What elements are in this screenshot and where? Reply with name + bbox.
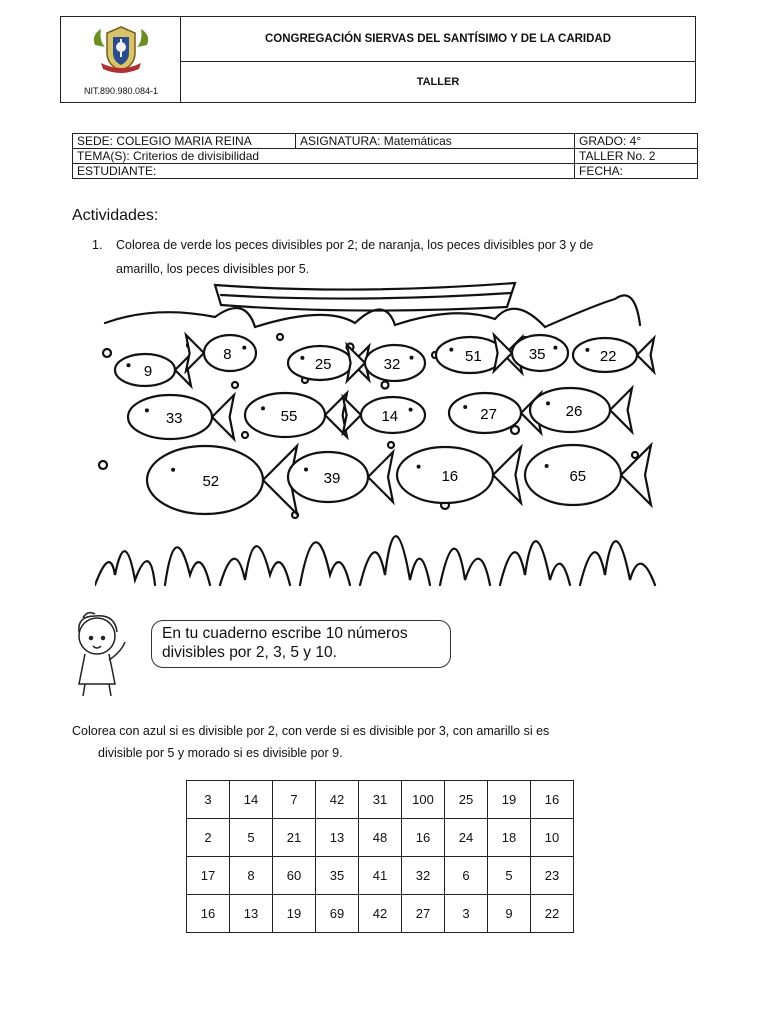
grid-cell[interactable]: 35	[316, 857, 359, 895]
sede-cell: SEDE: COLEGIO MARIA REINA	[73, 134, 296, 149]
bubble-shape	[242, 432, 248, 438]
info-table	[72, 133, 698, 179]
fish-number: 65	[569, 468, 587, 485]
seaweed-shape	[95, 536, 655, 585]
fish-shape[interactable]	[347, 345, 425, 381]
grid-cell[interactable]: 13	[316, 819, 359, 857]
grid-cell[interactable]: 9	[488, 895, 531, 933]
document-header	[60, 16, 696, 103]
asignatura-cell: ASIGNATURA: Matemáticas	[296, 134, 575, 149]
fish-shape[interactable]	[494, 335, 568, 371]
bubble-shape	[388, 442, 394, 448]
grid-cell[interactable]: 19	[488, 781, 531, 819]
grid-cell[interactable]: 16	[187, 895, 230, 933]
activities-title: Actividades:	[72, 207, 159, 224]
bubble-shape	[632, 452, 638, 458]
grid-cell[interactable]: 42	[359, 895, 402, 933]
grid-cell[interactable]: 7	[273, 781, 316, 819]
bubble-shape	[103, 349, 111, 357]
grid-cell[interactable]: 24	[445, 819, 488, 857]
grid-cell[interactable]: 27	[402, 895, 445, 933]
grid-cell[interactable]: 5	[488, 857, 531, 895]
bubble-shape	[382, 382, 389, 389]
fish-shape[interactable]	[115, 354, 191, 386]
note-line: En tu cuaderno escribe 10 números	[162, 625, 408, 642]
grid-cell[interactable]: 5	[230, 819, 273, 857]
instruction-1	[92, 233, 692, 281]
grid-cell[interactable]: 16	[531, 781, 574, 819]
grid-cell[interactable]: 19	[273, 895, 316, 933]
girl-character-icon	[65, 610, 145, 700]
grid-cell[interactable]: 41	[359, 857, 402, 895]
fish-shape[interactable]	[128, 395, 234, 439]
fish-number: 25	[314, 356, 332, 373]
note-bubble	[151, 620, 451, 668]
fish-number: 16	[441, 468, 459, 485]
grid-cell[interactable]: 69	[316, 895, 359, 933]
fish-number: 33	[165, 410, 183, 427]
fish-number: 22	[599, 348, 617, 365]
grid-cell[interactable]: 13	[230, 895, 273, 933]
fish-shape[interactable]	[343, 397, 425, 433]
grid-cell[interactable]: 3	[187, 781, 230, 819]
grid-cell[interactable]: 18	[488, 819, 531, 857]
info-row	[73, 134, 698, 149]
grid-row	[187, 895, 574, 933]
grado-cell: GRADO: 4°	[575, 134, 698, 149]
taller-cell: TALLER No. 2	[575, 149, 698, 164]
fish-number: 14	[381, 408, 399, 425]
fish-number: 55	[280, 408, 298, 425]
fish-shape[interactable]	[397, 447, 521, 503]
tema-cell: TEMA(S): Criterios de divisibilidad	[73, 149, 575, 164]
fish-shape[interactable]	[147, 446, 297, 514]
grid-row	[187, 781, 574, 819]
fish-shape[interactable]	[449, 393, 541, 433]
fish-number: 27	[480, 406, 497, 423]
document-type: TALLER	[416, 75, 460, 88]
grid-cell[interactable]: 17	[187, 857, 230, 895]
fish-number: 32	[383, 356, 401, 373]
note-area	[65, 610, 465, 700]
grid-cell[interactable]: 3	[445, 895, 488, 933]
grid-cell[interactable]: 48	[359, 819, 402, 857]
instruction-line: Colorea de verde los peces divisibles por 2; de naranja, los peces divisibles por 3 y de	[116, 238, 594, 252]
fish-number: 9	[143, 363, 153, 380]
grid-cell[interactable]: 8	[230, 857, 273, 895]
grid-cell[interactable]: 31	[359, 781, 402, 819]
fish-shape[interactable]	[186, 335, 256, 371]
fish-shape[interactable]	[288, 452, 393, 502]
instruction-line: Colorea con azul si es divisible por 2, con verde si es divisible por 3, con amarillo si es	[72, 724, 550, 738]
grid-cell[interactable]: 21	[273, 819, 316, 857]
grid-cell[interactable]: 22	[531, 895, 574, 933]
estudiante-cell: ESTUDIANTE:	[73, 164, 575, 179]
info-row	[73, 149, 698, 164]
grid-row	[187, 819, 574, 857]
note-line: divisibles por 2, 3, 5 y 10.	[162, 644, 337, 661]
grid-cell[interactable]: 60	[273, 857, 316, 895]
grid-cell[interactable]: 2	[187, 819, 230, 857]
waves-shape	[105, 295, 640, 327]
bubble-shape	[232, 382, 238, 388]
grid-cell[interactable]: 10	[531, 819, 574, 857]
grid-cell[interactable]: 14	[230, 781, 273, 819]
instruction-number: 1.	[92, 238, 103, 252]
grid-cell[interactable]: 100	[402, 781, 445, 819]
fish-shape[interactable]	[573, 338, 654, 372]
fish-shape[interactable]	[530, 388, 632, 432]
fish-number: 26	[565, 403, 583, 420]
fish-number: 8	[223, 346, 232, 363]
instruction-line: amarillo, los peces divisibles por 5.	[116, 262, 310, 276]
fish-number: 51	[465, 348, 482, 365]
grid-cell[interactable]: 42	[316, 781, 359, 819]
fecha-cell: FECHA:	[575, 164, 698, 179]
grid-row	[187, 857, 574, 895]
fish-shape[interactable]	[245, 393, 347, 437]
nit-label: NIT.890.980.084-1	[83, 86, 159, 96]
institution-name: CONGREGACIÓN SIERVAS DEL SANTÍSIMO Y DE LA CARIDAD	[181, 17, 695, 62]
grid-cell[interactable]: 25	[445, 781, 488, 819]
grid-cell[interactable]: 32	[402, 857, 445, 895]
grid-cell[interactable]: 23	[531, 857, 574, 895]
fish-group	[115, 335, 654, 514]
fish-coloring-scene	[95, 275, 665, 595]
grid-cell[interactable]: 6	[445, 857, 488, 895]
fish-number: 35	[528, 346, 546, 363]
number-grid	[186, 780, 574, 933]
bubble-shape	[99, 461, 107, 469]
instruction-2	[72, 720, 712, 764]
school-crest-icon	[91, 23, 151, 75]
logo-cell	[61, 17, 181, 102]
fish-number: 39	[323, 470, 341, 487]
bubble-shape	[277, 334, 283, 340]
info-row	[73, 164, 698, 179]
instruction-line: divisible por 5 y morado si es divisible por 9.	[98, 746, 343, 760]
grid-cell[interactable]: 16	[402, 819, 445, 857]
fish-number: 52	[202, 473, 220, 490]
